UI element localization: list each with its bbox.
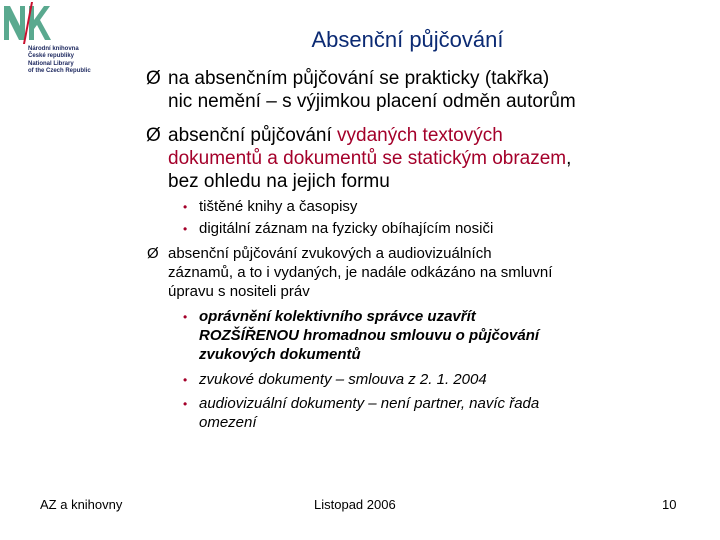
sub-bullet-4: zvukové dokumenty – smlouva z 2. 1. 2004 — [199, 371, 487, 388]
footer-left: AZ a knihovny — [40, 497, 123, 512]
round-bullet-icon: • — [183, 222, 188, 236]
bullet-3-line-3: úpravu s nositeli práv — [168, 283, 310, 300]
slide-title: Absenční půjčování — [311, 27, 504, 52]
bullet-3-line-1: absenční půjčování zvukových a audiovizuálních — [168, 245, 492, 262]
sub-bullet-5-line-1: audiovizuální dokumenty – není partner, navíc řada — [199, 395, 540, 412]
page-number: 10 — [662, 497, 677, 512]
sub-bullet-2: digitální záznam na fyzicky obíhajícím nosiči — [199, 220, 494, 237]
bullet-2-text-pre: absenční půjčování — [168, 125, 338, 146]
round-bullet-icon: • — [183, 397, 188, 411]
bullet-1-line-1: na absenčním půjčování se prakticky (takřka) — [168, 68, 550, 89]
bullet-2-highlight-1: vydaných textových — [337, 125, 503, 146]
sub-bullet-5-line-2: omezení — [199, 414, 257, 431]
bullet-2-line-2 — [168, 148, 571, 170]
logo-line-3: National Library — [28, 60, 74, 67]
round-bullet-icon: • — [183, 200, 188, 214]
logo-line-2: České republiky — [28, 53, 75, 60]
bullet-3-line-2: záznamů, a to i vydaných, je nadále odkázáno na smluvní — [168, 264, 553, 281]
bullet-2-line-1 — [168, 125, 503, 147]
footer-date: Listopad 2006 — [314, 497, 396, 512]
bullet-1-line-2: nic nemění – s výjimkou placení odměn autorům — [168, 91, 576, 112]
arrow-bullet-icon: Ø — [146, 68, 161, 89]
bullet-2-text-post: , — [566, 148, 572, 169]
logo-line-1: Národní knihovna — [28, 46, 79, 52]
sub-bullet-3-line-2: ROZŠÍŘENOU hromadnou smlouvu o půjčování — [199, 327, 540, 344]
logo-line-4: of the Czech Republic — [28, 68, 91, 75]
round-bullet-icon: • — [183, 373, 188, 387]
round-bullet-icon: • — [183, 310, 188, 324]
sub-bullet-3-line-3: zvukových dokumentů — [199, 346, 361, 363]
arrow-bullet-icon: Ø — [147, 245, 159, 262]
sub-bullet-3-line-1: oprávnění kolektivního správce uzavřít — [199, 308, 476, 325]
arrow-bullet-icon: Ø — [146, 125, 161, 146]
sub-bullet-1: tištěné knihy a časopisy — [199, 198, 358, 215]
bullet-2-highlight-2: dokumentů a dokumentů se statickým obrazem — [168, 148, 567, 169]
bullet-2-line-3: bez ohledu na jejich formu — [168, 171, 390, 192]
